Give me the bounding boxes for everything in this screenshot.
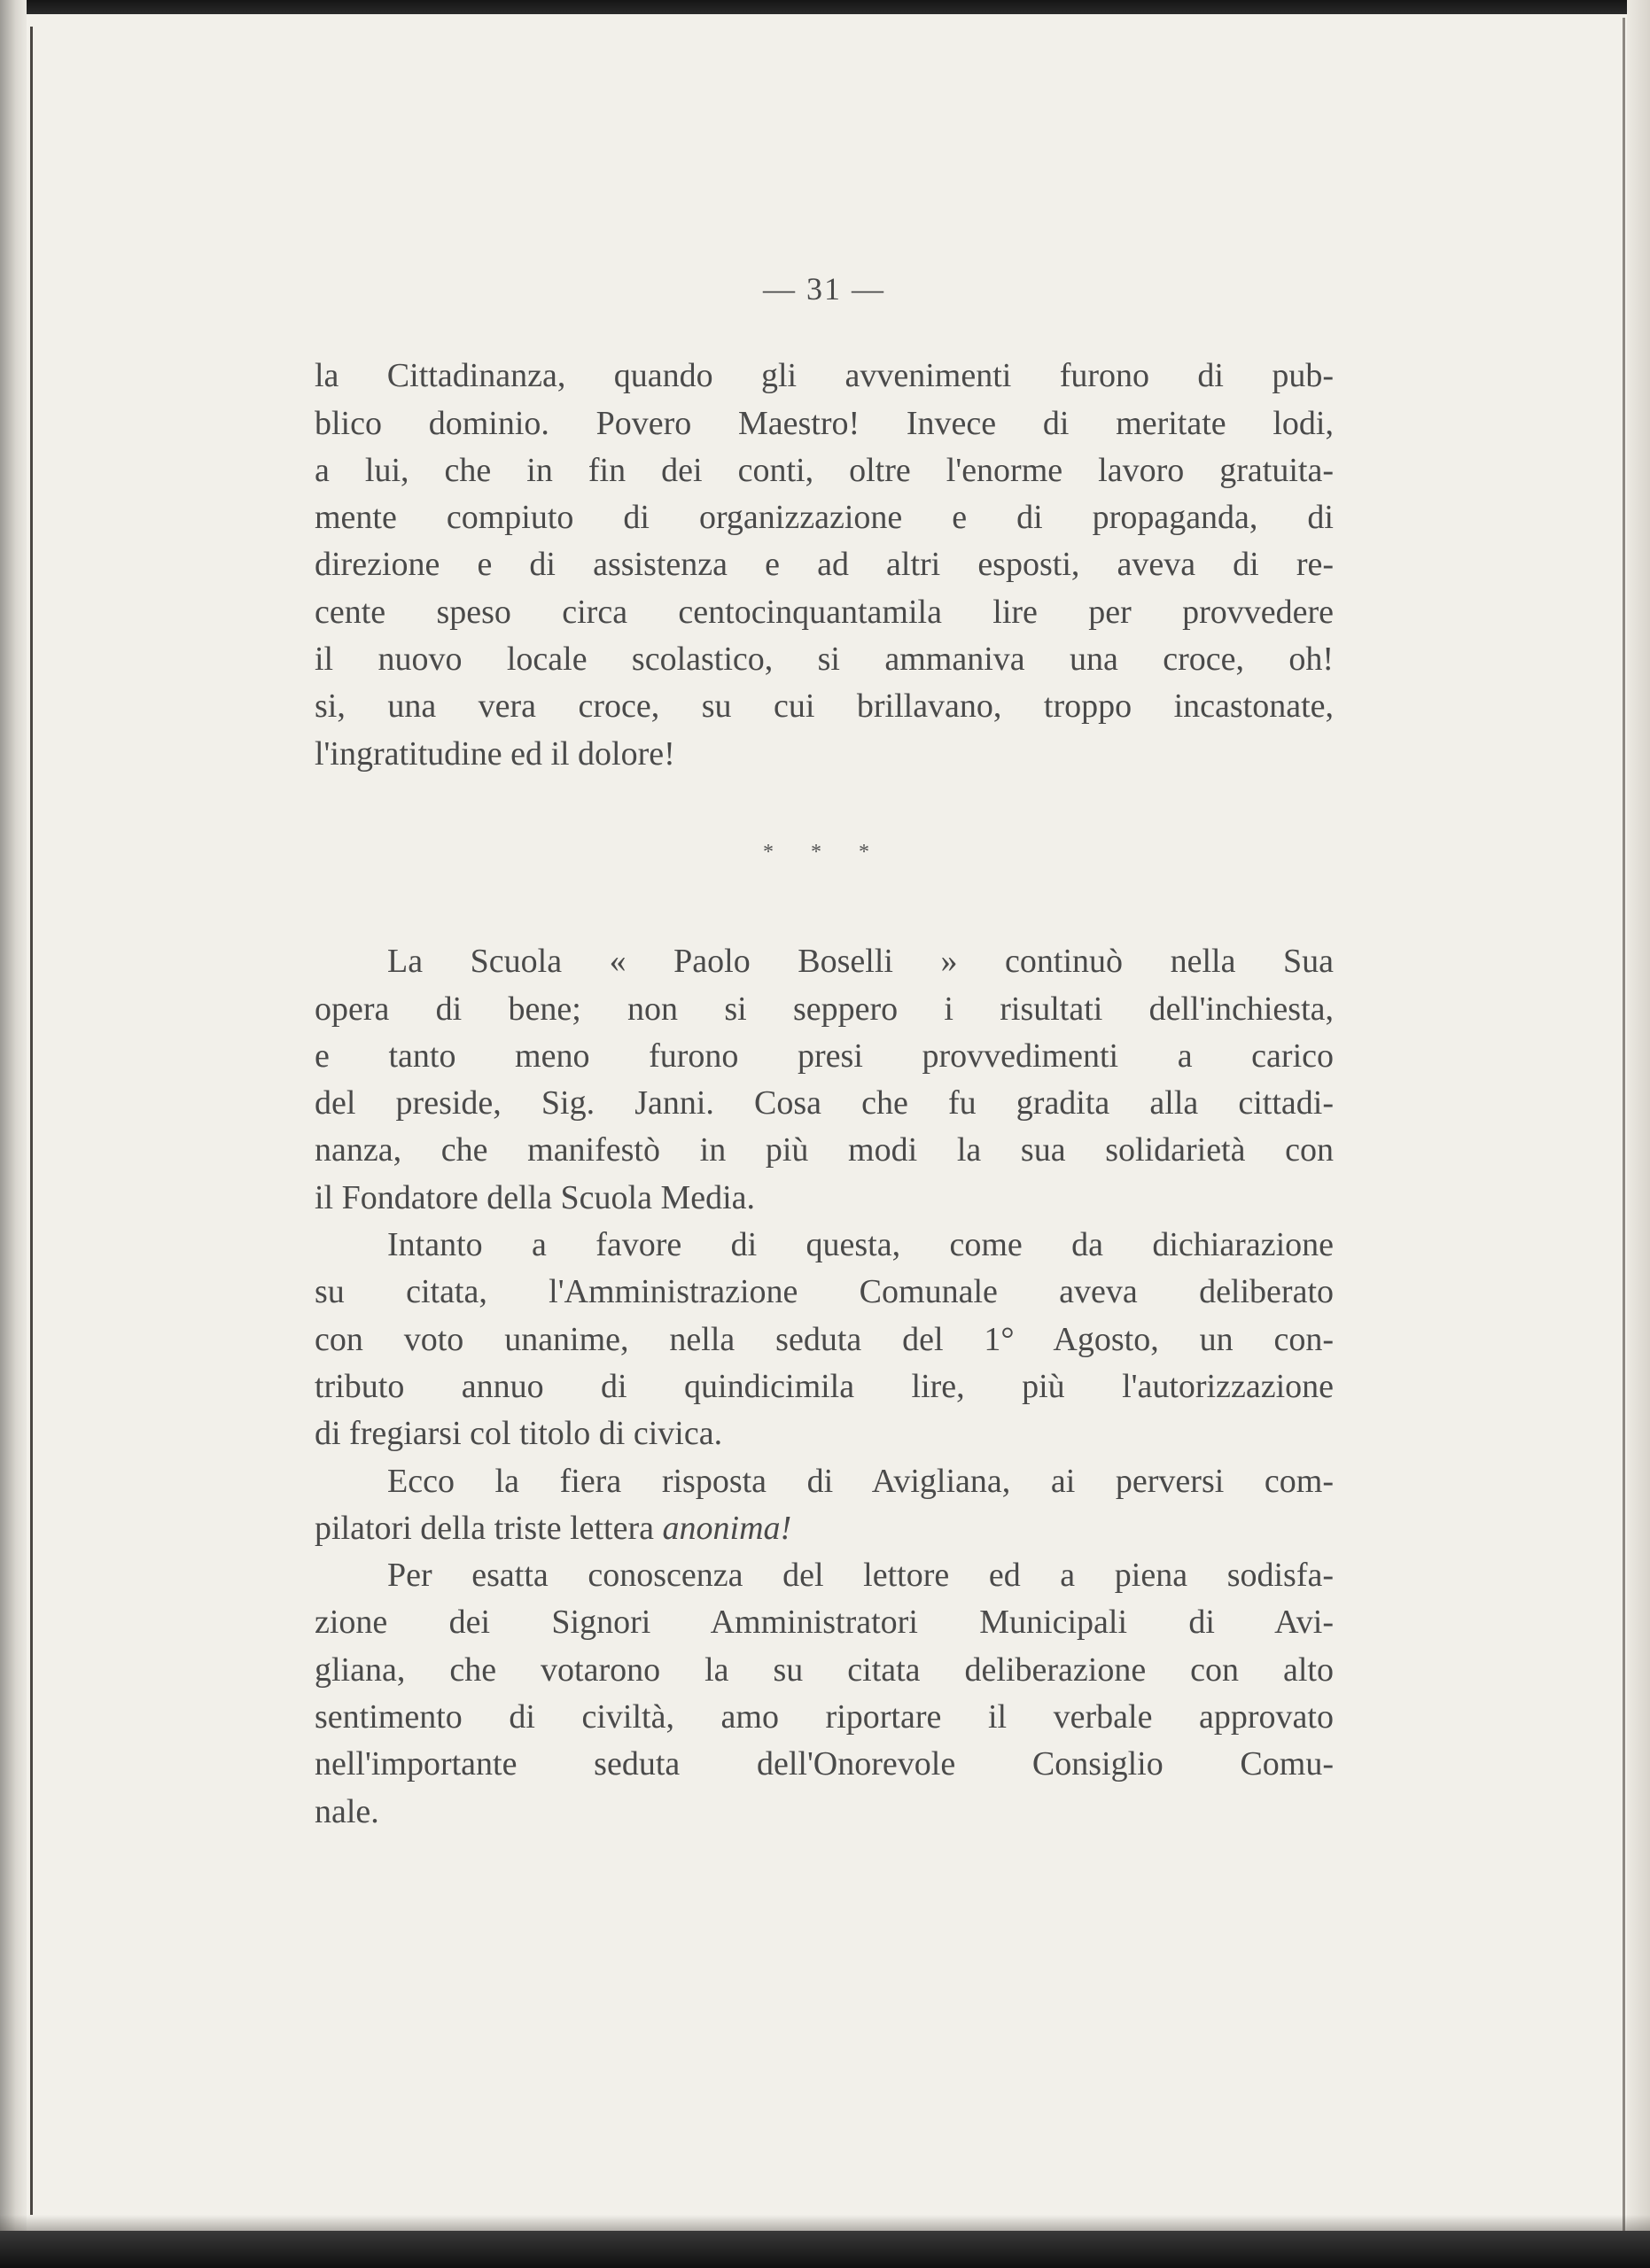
paragraph-1 xyxy=(315,353,1334,778)
scan-right-edge xyxy=(1627,0,1650,2268)
text-line: tributo annuo di quindicimila lire, più l'autorizzazione xyxy=(315,1367,1334,1405)
text-line: nale. xyxy=(315,1792,379,1830)
text-line: e tanto meno furono presi provvedimenti a carico xyxy=(315,1037,1334,1075)
binding-line xyxy=(30,27,33,2215)
scan-bottom-shadow xyxy=(0,2215,1650,2231)
page-content xyxy=(315,266,1334,1836)
scan-bottom-edge xyxy=(0,2231,1650,2268)
text-line: cente speso circa centocinquantamila lire per provvedere xyxy=(315,593,1334,631)
scan-top-edge xyxy=(0,0,1650,14)
text-line: la Cittadinanza, quando gli avvenimenti furono di pub- xyxy=(315,357,1334,395)
text-line: su citata, l'Amministrazione Comunale aveva deliberato xyxy=(315,1273,1334,1311)
text-line xyxy=(315,1505,1334,1552)
emphasized-word: anonima! xyxy=(662,1509,792,1547)
text-line: blico dominio. Povero Maestro! Invece di meritate lodi, xyxy=(315,404,1334,442)
page-right-border xyxy=(1623,18,1625,2233)
text-line: con voto unanime, nella seduta del 1° Agosto, un con- xyxy=(315,1320,1334,1358)
page-number: — 31 — xyxy=(763,271,885,307)
text-line: Ecco la fiera risposta di Avigliana, ai perversi com- xyxy=(387,1462,1334,1500)
paragraph-3 xyxy=(315,1222,1334,1457)
text-line: opera di bene; non si seppero i risultati dell'inchiesta, xyxy=(315,990,1334,1028)
text-line: il nuovo locale scolastico, si ammaniva una croce, oh! xyxy=(315,641,1334,679)
text-line: del preside, Sig. Janni. Cosa che fu gradita alla cittadi- xyxy=(315,1084,1334,1122)
text-line: La Scuola « Paolo Boselli » continuò nella Sua xyxy=(387,943,1334,981)
text-line: di fregiarsi col titolo di civica. xyxy=(315,1415,723,1453)
text-line: gliana, che votarono la su citata deliberazione con alto xyxy=(315,1651,1334,1689)
section-separator: * * * xyxy=(763,840,885,864)
text-line: a lui, che in fin dei conti, oltre l'enorme lavoro gratuita- xyxy=(315,451,1334,489)
text-fragment: pilatori della triste lettera xyxy=(315,1509,663,1547)
paragraph-5 xyxy=(315,1552,1334,1836)
text-line: l'ingratitudine ed il dolore! xyxy=(315,734,675,773)
paragraph-2 xyxy=(315,938,1334,1222)
text-line: sentimento di civiltà, amo riportare il verbale approvato xyxy=(315,1698,1334,1736)
text-line: il Fondatore della Scuola Media. xyxy=(315,1178,756,1216)
paragraph-4 xyxy=(315,1458,1334,1553)
text-line: nell'importante seduta dell'Onorevole Consiglio Comu- xyxy=(315,1745,1334,1783)
text-line: direzione e di assistenza e ad altri esposti, aveva di re- xyxy=(315,546,1334,584)
scan-left-edge xyxy=(0,0,27,2268)
text-line: mente compiuto di organizzazione e di propaganda, di xyxy=(315,499,1334,537)
text-line: Intanto a favore di questa, come da dichiarazione xyxy=(387,1226,1334,1264)
text-line: Per esatta conoscenza del lettore ed a piena sodisfa- xyxy=(387,1557,1334,1595)
text-line: nanza, che manifestò in più modi la sua solidarietà con xyxy=(315,1131,1334,1169)
text-line: zione dei Signori Amministratori Municipali di Avi- xyxy=(315,1604,1334,1642)
text-line: si, una vera croce, su cui brillavano, troppo incastonate, xyxy=(315,687,1334,726)
